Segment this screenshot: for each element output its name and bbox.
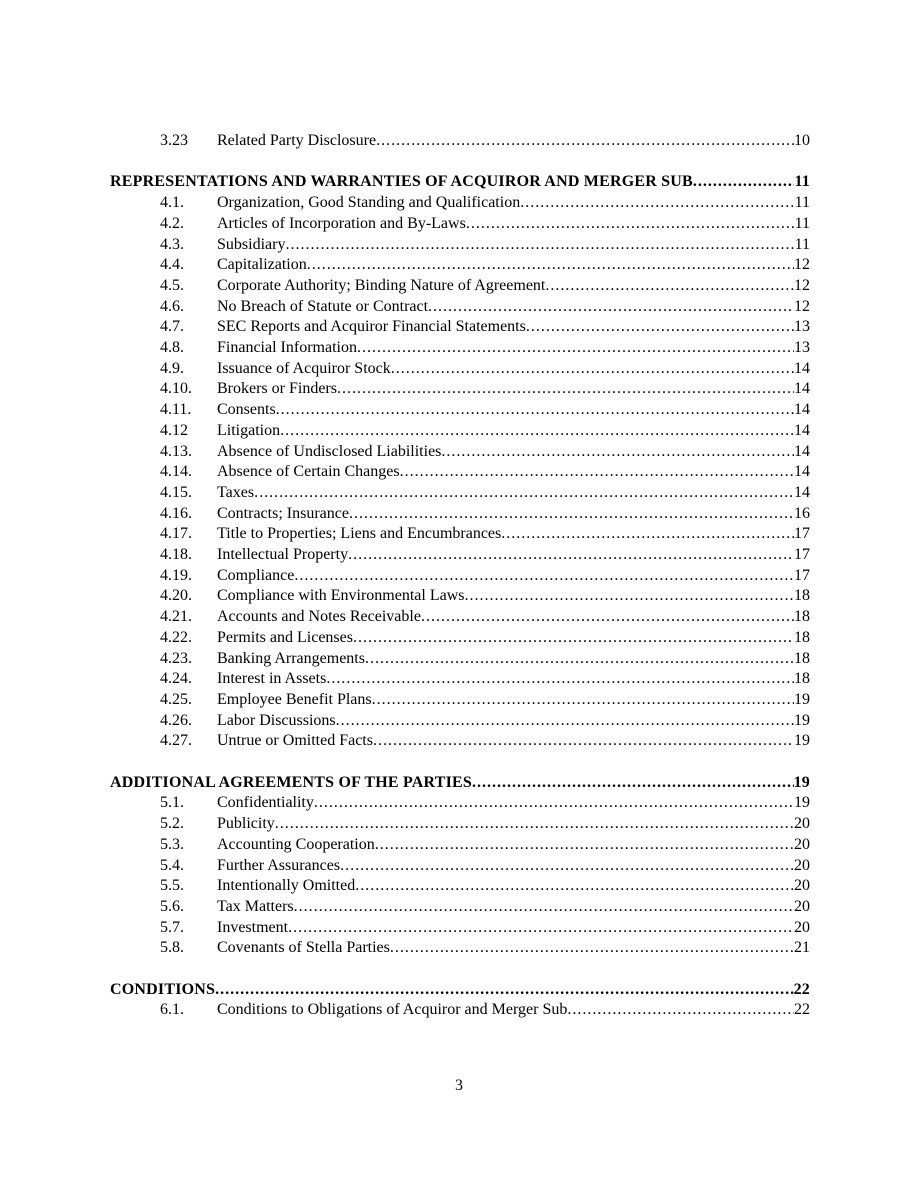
entry-page-number: 18 xyxy=(794,670,810,688)
entry-title: Confidentiality xyxy=(217,794,314,812)
section-page-number: 11 xyxy=(794,173,810,191)
toc-entry-row xyxy=(110,276,810,297)
entry-title: Conditions to Obligations of Acquiror and Merger Sub xyxy=(217,1001,568,1019)
dot-leader xyxy=(288,918,794,939)
entry-number: 5.4. xyxy=(160,856,184,874)
entry-title: Taxes xyxy=(217,483,255,501)
toc-entry-row xyxy=(110,483,810,504)
toc-entry-row xyxy=(110,462,810,483)
entry-title: Financial Information xyxy=(217,339,357,357)
dot-leader xyxy=(372,690,794,711)
entry-title: Accounts and Notes Receivable xyxy=(217,608,421,626)
entry-title: Absence of Certain Changes xyxy=(217,463,400,481)
entry-number: 4.20. xyxy=(160,587,192,605)
dot-leader xyxy=(375,835,794,856)
entry-number: 4.24. xyxy=(160,670,192,688)
dot-leader xyxy=(307,255,794,276)
dot-leader xyxy=(336,711,794,732)
toc-entry-row xyxy=(110,731,810,752)
toc-entry-row xyxy=(110,214,810,235)
dot-leader xyxy=(215,980,793,1001)
entry-title: Title to Properties; Liens and Encumbrances xyxy=(217,525,502,543)
entry-title: Brokers or Finders xyxy=(217,380,337,398)
entry-number: 4.14. xyxy=(160,463,192,481)
entry-page-number: 10 xyxy=(794,132,810,149)
entry-number: 4.16. xyxy=(160,504,192,522)
page-footer xyxy=(0,1076,918,1097)
entry-page-number: 20 xyxy=(794,815,810,833)
toc-entry-row xyxy=(110,359,810,380)
dot-leader xyxy=(340,856,794,877)
dot-leader xyxy=(465,586,795,607)
entry-number: 4.5. xyxy=(160,276,184,294)
entry-title: Labor Discussions xyxy=(217,711,336,729)
entry-title: Compliance with Environmental Laws xyxy=(217,587,465,605)
dot-leader xyxy=(501,524,794,545)
entry-number: 4.21. xyxy=(160,608,192,626)
entry-number: 4.13. xyxy=(160,442,192,460)
entry-page-number: 20 xyxy=(794,918,810,936)
entry-title: Banking Arrangements xyxy=(217,649,365,667)
toc-entry-row xyxy=(110,545,810,566)
toc-entry-row xyxy=(110,442,810,463)
toc-entry-row xyxy=(110,918,810,939)
entry-number: 4.19. xyxy=(160,566,192,584)
toc-content xyxy=(110,131,810,1021)
entry-page-number: 12 xyxy=(794,276,810,294)
entry-number: 3.23 xyxy=(160,132,188,149)
dot-leader xyxy=(390,938,794,959)
entry-page-number: 20 xyxy=(794,856,810,874)
entry-number: 5.5. xyxy=(160,877,184,895)
entry-title: Compliance xyxy=(217,566,295,584)
dot-leader xyxy=(365,649,794,670)
entry-title: Corporate Authority; Binding Nature of Agreement xyxy=(217,276,546,294)
dot-leader xyxy=(391,359,794,380)
entry-title: Investment xyxy=(217,918,289,936)
entry-page-number: 14 xyxy=(794,483,810,501)
toc-entry-row xyxy=(110,690,810,711)
entry-page-number: 14 xyxy=(794,442,810,460)
entry-title: Permits and Licenses xyxy=(217,628,353,646)
entry-title: Related Party Disclosure xyxy=(217,132,377,149)
toc-entry-row xyxy=(110,711,810,732)
entry-title: Organization, Good Standing and Qualification xyxy=(217,194,521,212)
entry-number: 4.18. xyxy=(160,546,192,564)
entry-number: 4.22. xyxy=(160,628,192,646)
entry-number: 4.9. xyxy=(160,359,184,377)
entry-page-number: 19 xyxy=(794,690,810,708)
dot-leader xyxy=(376,131,794,152)
section-heading-row xyxy=(110,773,810,794)
dot-leader xyxy=(441,442,794,463)
toc-entry-row xyxy=(110,255,810,276)
entry-title: Issuance of Acquiror Stock xyxy=(217,359,391,377)
toc-entry-row xyxy=(110,317,810,338)
entry-page-number: 19 xyxy=(794,794,810,812)
dot-leader xyxy=(428,297,794,318)
dot-leader xyxy=(294,897,794,918)
entry-title: Intellectual Property xyxy=(217,546,349,564)
dot-leader xyxy=(693,172,795,193)
entry-title: Employee Benefit Plans xyxy=(217,690,372,708)
entry-number: 4.1. xyxy=(160,194,184,212)
toc-entry-row xyxy=(110,1000,810,1021)
entry-page-number: 14 xyxy=(794,401,810,419)
toc-entry-row xyxy=(110,400,810,421)
entry-title: Publicity xyxy=(217,815,275,833)
entry-page-number: 14 xyxy=(794,463,810,481)
dot-leader xyxy=(357,338,794,359)
entry-page-number: 19 xyxy=(794,732,810,750)
entry-title: Further Assurances xyxy=(217,856,341,874)
entry-title: Absence of Undisclosed Liabilities xyxy=(217,442,442,460)
entry-title: Covenants of Stella Parties xyxy=(217,939,390,957)
entry-page-number: 13 xyxy=(794,318,810,336)
entry-number: 5.7. xyxy=(160,918,184,936)
toc-entry-row xyxy=(110,876,810,897)
entry-page-number: 11 xyxy=(794,235,810,253)
entry-number: 4.10. xyxy=(160,380,192,398)
dot-leader xyxy=(400,462,794,483)
toc-section xyxy=(110,172,810,752)
entry-number: 5.8. xyxy=(160,939,184,957)
dot-leader xyxy=(520,193,794,214)
entry-page-number: 18 xyxy=(794,649,810,667)
toc-entry-row xyxy=(110,421,810,442)
entry-number: 4.11. xyxy=(160,401,192,419)
toc-section xyxy=(110,131,810,152)
entry-page-number: 13 xyxy=(794,339,810,357)
entry-number: 4.6. xyxy=(160,297,184,315)
entry-title: Articles of Incorporation and By-Laws xyxy=(217,214,466,232)
entry-number: 4.17. xyxy=(160,525,192,543)
section-page-number: 19 xyxy=(793,773,810,791)
entry-number: 4.26. xyxy=(160,711,192,729)
entry-page-number: 16 xyxy=(794,504,810,522)
entry-page-number: 19 xyxy=(794,711,810,729)
entry-title: Litigation xyxy=(217,421,281,439)
toc-entry-row xyxy=(110,524,810,545)
entry-page-number: 18 xyxy=(794,587,810,605)
dot-leader xyxy=(314,793,794,814)
dot-leader xyxy=(275,814,794,835)
toc-entry-row xyxy=(110,793,810,814)
toc-entry-row xyxy=(110,814,810,835)
dot-leader xyxy=(349,504,794,525)
entry-title: Accounting Cooperation xyxy=(217,835,375,853)
toc-section xyxy=(110,773,810,959)
toc-entry-row xyxy=(110,379,810,400)
entry-page-number: 20 xyxy=(794,835,810,853)
dot-leader xyxy=(472,773,794,794)
dot-leader xyxy=(294,566,794,587)
entry-title: SEC Reports and Acquiror Financial Statements xyxy=(217,318,526,336)
entry-number: 4.12 xyxy=(160,421,188,439)
toc-entry-row xyxy=(110,649,810,670)
footer-page-number: 3 xyxy=(455,1077,463,1094)
entry-page-number: 11 xyxy=(794,194,810,212)
entry-page-number: 11 xyxy=(794,214,810,232)
entry-number: 4.25. xyxy=(160,690,192,708)
section-page-number: 22 xyxy=(793,980,810,998)
entry-page-number: 20 xyxy=(794,877,810,895)
toc-entry-row xyxy=(110,628,810,649)
entry-page-number: 17 xyxy=(794,546,810,564)
entry-page-number: 18 xyxy=(794,608,810,626)
entry-title: Tax Matters xyxy=(217,897,294,915)
entry-number: 4.4. xyxy=(160,256,184,274)
entry-title: Capitalization xyxy=(217,256,307,274)
entry-number: 5.2. xyxy=(160,815,184,833)
toc-entry-row xyxy=(110,338,810,359)
entry-title: Consents xyxy=(217,401,276,419)
entry-page-number: 14 xyxy=(794,359,810,377)
section-heading-row xyxy=(110,980,810,1001)
toc-entry-row xyxy=(110,504,810,525)
entry-title: No Breach of Statute or Contract xyxy=(217,297,429,315)
entry-number: 4.2. xyxy=(160,214,184,232)
toc-entry-row xyxy=(110,566,810,587)
dot-leader xyxy=(348,545,794,566)
toc-entry-row xyxy=(110,856,810,877)
entry-title: Untrue or Omitted Facts xyxy=(217,732,373,750)
toc-entry-row xyxy=(110,235,810,256)
entry-page-number: 12 xyxy=(794,297,810,315)
dot-leader xyxy=(285,235,794,256)
entry-page-number: 14 xyxy=(794,380,810,398)
dot-leader xyxy=(545,276,794,297)
toc-entry-row xyxy=(110,586,810,607)
dot-leader xyxy=(355,876,794,897)
dot-leader xyxy=(421,607,794,628)
entry-title: Subsidiary xyxy=(217,235,286,253)
entry-page-number: 12 xyxy=(794,256,810,274)
dot-leader xyxy=(526,317,794,338)
section-heading-text: ADDITIONAL AGREEMENTS OF THE PARTIES xyxy=(110,773,472,791)
dot-leader xyxy=(466,214,795,235)
section-heading-text: CONDITIONS xyxy=(110,980,216,998)
dot-leader xyxy=(254,483,794,504)
dot-leader xyxy=(373,731,794,752)
toc-entry-row xyxy=(110,835,810,856)
section-heading-text: REPRESENTATIONS AND WARRANTIES OF ACQUIROR AND MERGER SUB xyxy=(110,173,693,191)
dot-leader xyxy=(280,421,794,442)
toc-entry-row xyxy=(110,131,810,152)
dot-leader xyxy=(353,628,794,649)
entry-page-number: 14 xyxy=(794,421,810,439)
entry-number: 5.3. xyxy=(160,835,184,853)
entry-number: 6.1. xyxy=(160,1001,184,1019)
dot-leader xyxy=(567,1000,794,1021)
entry-page-number: 17 xyxy=(794,525,810,543)
toc-section xyxy=(110,980,810,1021)
dot-leader xyxy=(326,669,794,690)
entry-page-number: 20 xyxy=(794,897,810,915)
entry-page-number: 22 xyxy=(794,1001,810,1019)
entry-number: 5.1. xyxy=(160,794,184,812)
entry-number: 4.3. xyxy=(160,235,184,253)
toc-entry-row xyxy=(110,297,810,318)
toc-entry-row xyxy=(110,669,810,690)
entry-title: Contracts; Insurance xyxy=(217,504,349,522)
entry-title: Intentionally Omitted xyxy=(217,877,356,895)
section-heading-row xyxy=(110,172,810,193)
dot-leader xyxy=(337,379,794,400)
toc-entry-row xyxy=(110,897,810,918)
entry-number: 4.8. xyxy=(160,339,184,357)
entry-number: 4.15. xyxy=(160,483,192,501)
toc-entry-row xyxy=(110,193,810,214)
toc-entry-row xyxy=(110,938,810,959)
entry-page-number: 17 xyxy=(794,566,810,584)
entry-page-number: 18 xyxy=(794,628,810,646)
entry-number: 4.27. xyxy=(160,732,192,750)
toc-entry-row xyxy=(110,607,810,628)
entry-title: Interest in Assets xyxy=(217,670,327,688)
entry-number: 5.6. xyxy=(160,897,184,915)
entry-number: 4.23. xyxy=(160,649,192,667)
dot-leader xyxy=(276,400,794,421)
entry-page-number: 21 xyxy=(794,939,810,957)
entry-number: 4.7. xyxy=(160,318,184,336)
